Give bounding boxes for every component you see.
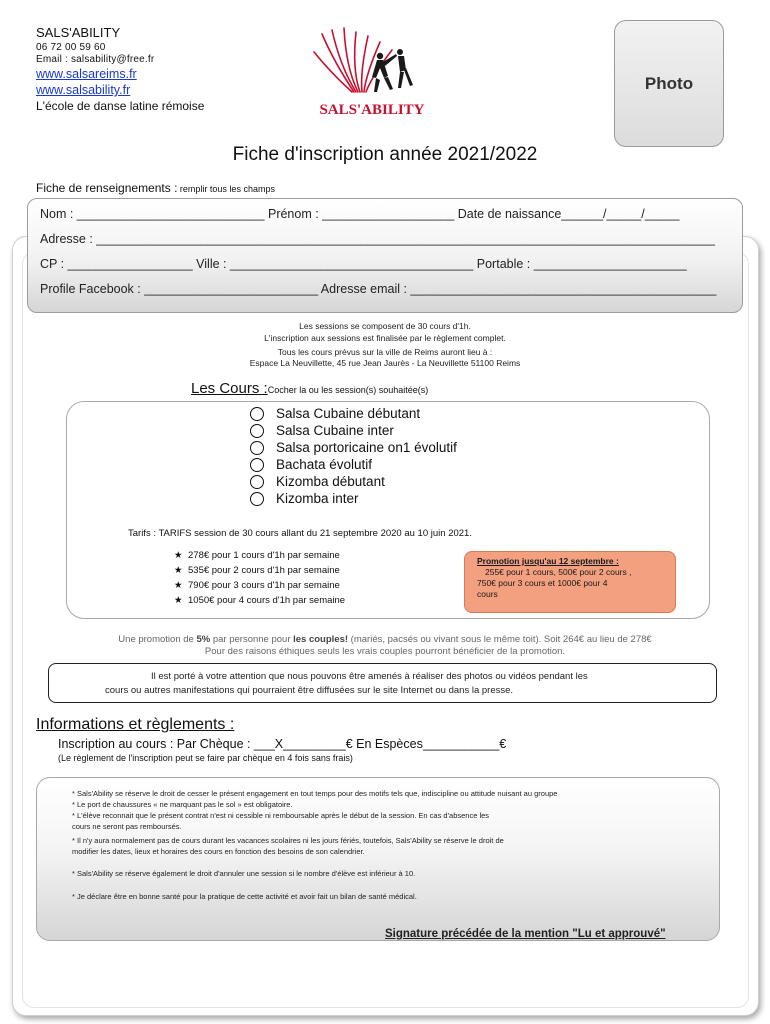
radio-icon[interactable] <box>250 407 264 421</box>
rule-item: * Il n'y aura normalement pas de cours durant les vacances scolaires ni les jours fériés, toutefois, Sals'Ability se réserve le droit de <box>72 836 504 845</box>
website-link-salsareims[interactable]: www.salsareims.fr <box>36 67 137 81</box>
price-item: ★ 278€ pour 1 cours d'1h par semaine <box>174 550 340 561</box>
star-icon: ★ <box>174 565 183 576</box>
dancers-logo-icon <box>304 22 440 122</box>
rule-item: * Sals'Ability se réserve le droit de cesser le présent engagement en tout temps pour des motifs tels que, indiscipline ou attitude nuisant au groupe <box>72 789 558 798</box>
course-option-kizomba-debutant[interactable]: Kizomba débutant <box>250 474 385 489</box>
radio-icon[interactable] <box>250 475 264 489</box>
school-email: Email : salsability@free.fr <box>36 54 155 65</box>
promotion-line: cours <box>477 589 498 599</box>
rule-item: cours ne seront pas remboursés. <box>72 822 182 831</box>
promotion-line: 750€ pour 3 cours et 1000€ pour 4 <box>477 578 608 588</box>
renseignements-label: Fiche de renseignements : remplir tous les champs <box>36 181 275 195</box>
photo-consent-notice <box>48 663 717 703</box>
cours-heading: Les Cours :Cocher la ou les session(s) souhaitée(s) <box>191 380 429 397</box>
rule-item: * L'élève reconnait que le présent contrat n'est ni cessible ni remboursable après le début de la session. En cas d'absence les <box>72 811 490 820</box>
promotion-line: 255€ pour 1 cours, 500€ pour 2 cours , <box>485 567 632 577</box>
payment-field[interactable]: Inscription au cours : Par Chèque : ___X_________€ En Espèces___________€ <box>58 737 507 751</box>
svg-text:SALS'ABILITY: SALS'ABILITY <box>319 102 425 118</box>
school-logo <box>304 22 440 122</box>
signature-mention: Signature précédée de la mention "Lu et approuvé" <box>385 928 666 940</box>
course-option-salsa-portoricaine[interactable]: Salsa portoricaine on1 évolutif <box>250 440 457 455</box>
photo-notice-line: Il est porté à votre attention que nous pouvons être amenés à réaliser des photos ou vidéos pendant les <box>151 671 588 682</box>
website-link-salsability[interactable]: www.salsability.fr <box>36 83 131 97</box>
address-field[interactable]: Adresse : _________________________________________________________________________________________ <box>40 232 715 246</box>
photo-notice-line: cours ou autres manifestations qui pourraient être diffusées sur le site Internet ou dans la presse. <box>105 685 514 696</box>
price-item: ★ 790€ pour 3 cours d'1h par semaine <box>174 580 340 591</box>
star-icon: ★ <box>174 550 183 561</box>
course-option-salsa-cubaine-debutant[interactable]: Salsa Cubaine débutant <box>250 406 420 421</box>
course-option-bachata[interactable]: Bachata évolutif <box>250 457 372 472</box>
price-item: ★ 1050€ pour 4 cours d'1h par semaine <box>174 595 346 606</box>
promotion-box <box>464 551 676 613</box>
rule-item: * Le port de chaussures « ne marquant pas le sol » est obligatoire. <box>72 800 293 809</box>
school-phone: 06 72 00 59 60 <box>36 42 106 53</box>
radio-icon[interactable] <box>250 441 264 455</box>
course-option-salsa-cubaine-inter[interactable]: Salsa Cubaine inter <box>250 423 394 438</box>
rule-item: modifier les dates, lieux et horaires des cours en fonction des besoins de son calendrier. <box>72 847 365 856</box>
sessions-info-line: L'inscription aux sessions est finalisée par le règlement complet. <box>264 333 506 343</box>
informations-heading: Informations et règlements : <box>36 716 235 733</box>
school-name: SALS'ABILITY <box>36 25 121 40</box>
couple-promo-line: Une promotion de 5% par personne pour les couples! (mariés, pacsés ou vivant sous le même toit). Soit 264€ au lieu de 278€ <box>118 634 652 645</box>
star-icon: ★ <box>174 595 183 606</box>
photo-placeholder[interactable]: Photo <box>614 20 724 147</box>
page-title: Fiche d'inscription année 2021/2022 <box>232 144 538 165</box>
course-option-kizomba-inter[interactable]: Kizomba inter <box>250 491 359 506</box>
price-item: ★ 535€ pour 2 cours d'1h par semaine <box>174 565 340 576</box>
city-row-field[interactable]: CP : __________________ Ville : ___________________________________ Portable : ______________________ <box>40 257 687 271</box>
star-icon: ★ <box>174 580 183 591</box>
radio-icon[interactable] <box>250 458 264 472</box>
name-row-field[interactable]: Nom : ___________________________ Prénom : ___________________ Date de naissance______/_____/_____ <box>40 207 680 221</box>
couple-promo-note: Pour des raisons éthiques seuls les vrais couples pourront bénéficier de la promotion. <box>204 646 566 657</box>
rule-item: * Sals'Ability se réserve également le droit d'annuler une session si le nombre d'élève est inférieur à 10. <box>72 869 416 878</box>
school-tagline: L'école de danse latine rémoise <box>36 99 205 113</box>
promotion-title: Promotion jusqu'au 12 septembre : <box>477 556 619 566</box>
sessions-info-line: Les sessions se composent de 30 cours d'1h. <box>299 321 471 331</box>
sessions-info-line: Tous les cours prévus sur la ville de Reims auront lieu à : <box>277 347 493 357</box>
sessions-info-line: Espace La Neuvillette, 45 rue Jean Jaurès - La Neuvillette 51100 Reims <box>249 358 521 368</box>
rule-item: * Je déclare être en bonne santé pour la pratique de cette activité et avoir fait un bilan de santé médical. <box>72 892 417 901</box>
tarifs-text: Tarifs : TARIFS session de 30 cours allant du 21 septembre 2020 au 10 juin 2021. <box>128 528 472 539</box>
facebook-email-field[interactable]: Profile Facebook : _________________________ Adresse email : ____________________________________________ <box>40 282 717 296</box>
radio-icon[interactable] <box>250 492 264 506</box>
payment-note: (Le règlement de l'inscription peut se faire par chèque en 4 fois sans frais) <box>58 753 353 763</box>
radio-icon[interactable] <box>250 424 264 438</box>
